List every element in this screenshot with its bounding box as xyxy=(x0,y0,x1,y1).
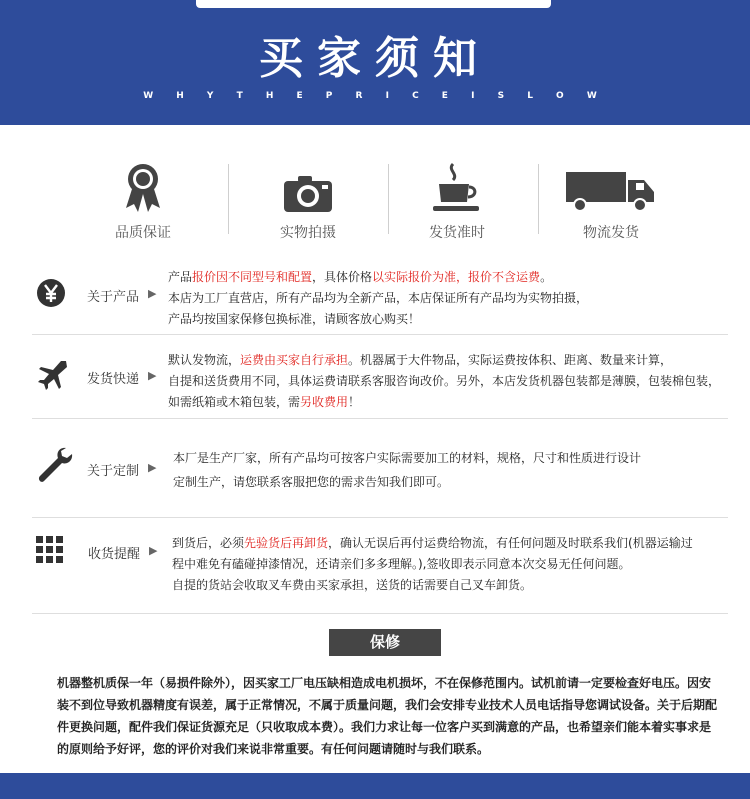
divider xyxy=(32,517,728,518)
airplane-icon xyxy=(36,358,70,392)
divider xyxy=(228,164,229,234)
wrench-icon xyxy=(36,446,74,486)
section-label: 收货提醒 xyxy=(88,547,141,562)
features-row xyxy=(100,160,680,250)
footer-band xyxy=(0,773,750,799)
arrow-right-icon: ▶ xyxy=(149,544,158,557)
feature-logistics xyxy=(556,160,666,242)
yen-icon xyxy=(36,278,66,308)
divider xyxy=(32,418,728,419)
feature-quality xyxy=(88,160,198,242)
header-tab xyxy=(196,0,551,8)
warranty-text: 机器整机质保一年（易损件除外），因买家工厂电压缺相造成电机损坏，不在保修范围内。试机前请一定要检查好电压。因安装不到位导致机器精度有误差，属于正常情况，不属于质量问题，我们会安排专业技术人员电话指导您调试设备。关于后期配件更换问题，配件我们保证货源充足（只收取成本费）。我们力求让每一位客户买到满意的产品，也希望亲们能本着实事求是的原则给予好评，您的评价对我们来说非常重要。有任何问题请随时与我们联系。 xyxy=(57,676,718,756)
section-text: 默认发物流，运费由买家自行承担。机器属于大件物品，实际运费按体积、距离、数量来计算， 自提和送货费用不同，具体运费请联系客服咨询改价。另外，本店发货机器包装都是薄膜，包装棉包装， 如需纸箱或木箱包装，需另收费用！ xyxy=(168,353,721,409)
feature-label: 实物拍摄 xyxy=(280,225,336,241)
grid-icon xyxy=(36,536,64,564)
page-subtitle: W H Y T H E P R I C E I S L O W xyxy=(143,91,607,101)
feature-label: 物流发货 xyxy=(583,225,639,241)
feature-label: 发货准时 xyxy=(429,225,485,241)
divider xyxy=(32,334,728,335)
header-banner xyxy=(0,0,750,125)
ribbon-icon xyxy=(123,162,163,212)
section-text: 产品报价因不同型号和配置，具体价格以实际报价为准，报价不含运费。 本店为工厂直营店，所有产品均为全新产品，本店保证所有产品均为实物拍摄， 产品均按国家保修包换标准，请顾客放心购买！ xyxy=(168,270,589,326)
section-text: 本厂是生产厂家，所有产品均可按客户实际需要加工的材料，规格，尺寸和性质进行设计 定制生产，请您联系客服把您的需求告知我们即可。 xyxy=(173,451,642,489)
arrow-right-icon: ▶ xyxy=(148,369,157,382)
feature-label: 品质保证 xyxy=(115,225,171,241)
section-label: 关于定制 xyxy=(87,464,140,479)
arrow-right-icon: ▶ xyxy=(148,461,157,474)
repair-heading: 保修 xyxy=(329,629,441,656)
section-label: 发货快递 xyxy=(87,372,140,387)
arrow-right-icon: ▶ xyxy=(148,287,157,300)
divider xyxy=(538,164,539,234)
feature-photo xyxy=(253,160,363,242)
section-text: 到货后，必须先验货后再卸货，确认无误后再付运费给物流，有任何问题及时联系我们(机器运输过 程中难免有磕碰掉漆情况，还请亲们多多理解。),签收即表示同意本次交易无任何问题。 自提的货站会收取叉车费由买家承担，送货的话需要自己叉车卸货。 xyxy=(172,536,693,592)
truck-icon xyxy=(566,172,656,212)
section-label: 关于产品 xyxy=(87,290,140,305)
camera-icon xyxy=(284,176,332,212)
page-title: 买家须知 xyxy=(259,33,491,84)
feature-ontime xyxy=(402,160,512,242)
divider xyxy=(32,613,728,614)
divider xyxy=(388,164,389,234)
coffee-cup-icon xyxy=(431,162,483,212)
